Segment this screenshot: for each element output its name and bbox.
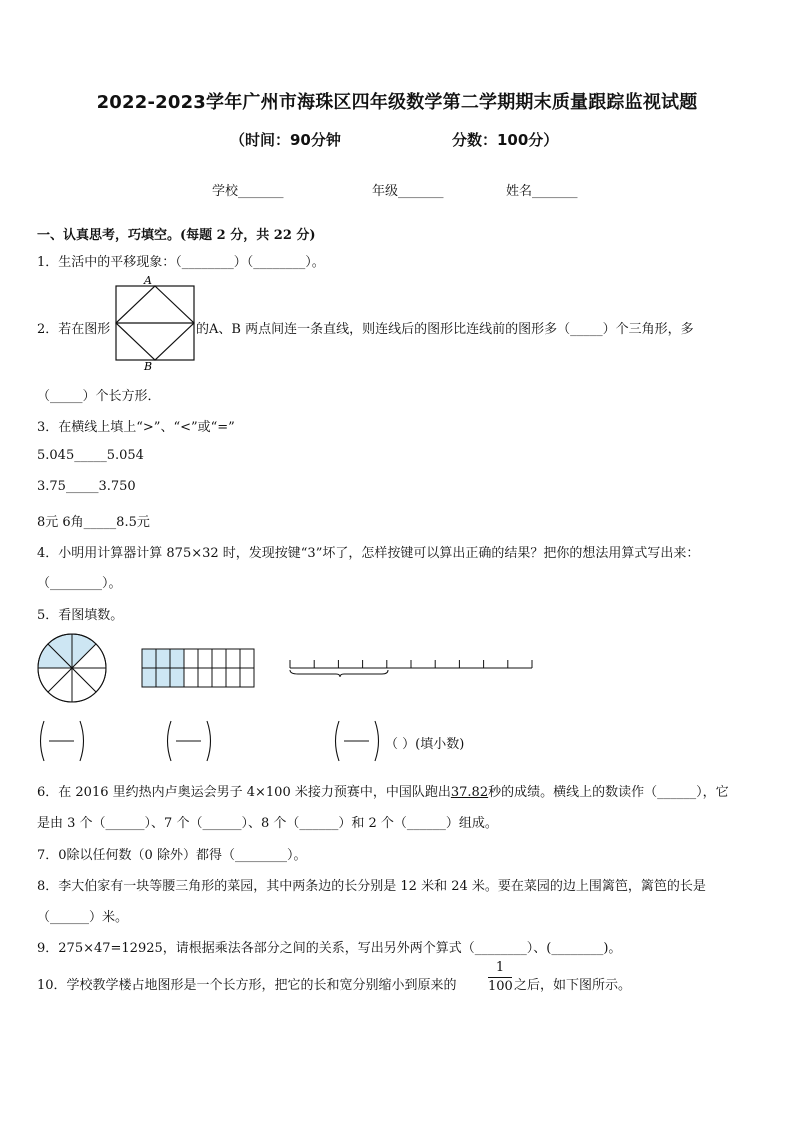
shaded-cell bbox=[170, 668, 184, 687]
question-2-prefix: 2．若在图形 bbox=[37, 322, 111, 337]
shaded-cell bbox=[142, 649, 156, 668]
empty-cell bbox=[226, 668, 240, 687]
empty-cell bbox=[240, 668, 254, 687]
question-3b: 3.75_____3.750 bbox=[37, 479, 136, 494]
number-line-figure bbox=[288, 656, 534, 678]
fraction-denominator: 100 bbox=[488, 979, 513, 994]
shaded-cell bbox=[156, 668, 170, 687]
question-10-part2: 之后，如下图所示。 bbox=[514, 978, 632, 993]
fraction-answer-blank-2[interactable] bbox=[163, 718, 215, 764]
page-title: 2022-2023学年广州市海珠区四年级数学第二学期期末质量跟踪监视试题 bbox=[96, 92, 698, 113]
grade-field[interactable]: 年级_______ bbox=[372, 184, 444, 199]
question-8: 8．李大伯家有一块等腰三角形的菜园，其中两条边的长分别是 12 米和 24 米。要在菜园的边上围篱笆，篱笆的长是 bbox=[37, 879, 706, 894]
exam-time: （时间：90分钟 bbox=[230, 131, 341, 149]
question-7: 7．0除以任何数（0 除外）都得（________）。 bbox=[37, 848, 307, 863]
section-heading: 一、认真思考，巧填空。(每题 2 分，共 22 分) bbox=[37, 228, 316, 243]
empty-cell bbox=[240, 649, 254, 668]
question-5: 5．看图填数。 bbox=[37, 608, 124, 623]
question-4: 4．小明用计算器计算 875×32 时，发现按键“3”坏了，怎样按键可以算出正确的结果？把你的想法用算式写出来： bbox=[37, 546, 700, 561]
exam-score: 分数：100分） bbox=[452, 131, 559, 149]
question-6-part1: 6．在 2016 里约热内卢奥运会男子 4×100 米接力预赛中，中国队跑出 bbox=[37, 785, 451, 800]
number-line-brace bbox=[290, 670, 388, 677]
school-field[interactable]: 学校_______ bbox=[212, 184, 284, 199]
fraction-numerator: 1 bbox=[495, 960, 505, 975]
decimal-answer-blank[interactable]: （ ）(填小数) bbox=[385, 737, 465, 752]
grid-fraction-figure bbox=[141, 648, 259, 688]
fraction-one-hundredth bbox=[488, 960, 512, 995]
fraction-bar bbox=[488, 977, 512, 978]
rectangle-rhombus-figure bbox=[114, 274, 196, 370]
question-6-line2: 是由 3 个（______）、7 个（______）、8 个（______）和 2 个（______）组成。 bbox=[37, 816, 498, 831]
fraction-answer-blank-3[interactable] bbox=[331, 718, 383, 764]
question-2-text: 的A、B 两点间连一条直线，则连线后的图形比连线前的图形多（_____）个三角形，多 bbox=[196, 322, 694, 337]
question-4-line2: （________）。 bbox=[37, 576, 122, 591]
empty-cell bbox=[198, 668, 212, 687]
empty-cell bbox=[212, 668, 226, 687]
point-b-label: B bbox=[144, 360, 153, 370]
name-field[interactable]: 姓名_______ bbox=[506, 184, 578, 199]
fraction-answer-blank-1[interactable] bbox=[36, 718, 88, 764]
question-8-line2: （______）米。 bbox=[37, 910, 129, 925]
circle-fraction-figure bbox=[36, 632, 108, 704]
question-6-part2: 秒的成绩。横线上的数读作（______），它 bbox=[488, 785, 729, 800]
point-a-label: A bbox=[144, 274, 152, 287]
question-3: 3．在横线上填上“>”、“<”或“=” bbox=[37, 420, 235, 435]
empty-cell bbox=[198, 649, 212, 668]
question-10-part1: 10．学校教学楼占地图形是一个长方形，把它的长和宽分别缩小到原来的 bbox=[37, 978, 457, 993]
shaded-cell bbox=[156, 649, 170, 668]
question-2-line2: （_____）个长方形． bbox=[37, 389, 161, 404]
question-6 bbox=[37, 781, 729, 800]
shaded-cell bbox=[170, 649, 184, 668]
empty-cell bbox=[226, 649, 240, 668]
empty-cell bbox=[184, 649, 198, 668]
question-3c: 8元 6角_____8.5元 bbox=[37, 515, 150, 530]
shaded-cell bbox=[142, 668, 156, 687]
underlined-number: 37.82 bbox=[450, 785, 489, 800]
empty-cell bbox=[212, 649, 226, 668]
question-1: 1．生活中的平移现象：（________）（________）。 bbox=[37, 255, 325, 270]
empty-cell bbox=[184, 668, 198, 687]
question-3a: 5.045_____5.054 bbox=[37, 448, 144, 463]
question-9: 9．275×47=12925，请根据乘法各部分之间的关系，写出另外两个算式（________）、(________)。 bbox=[37, 941, 622, 956]
